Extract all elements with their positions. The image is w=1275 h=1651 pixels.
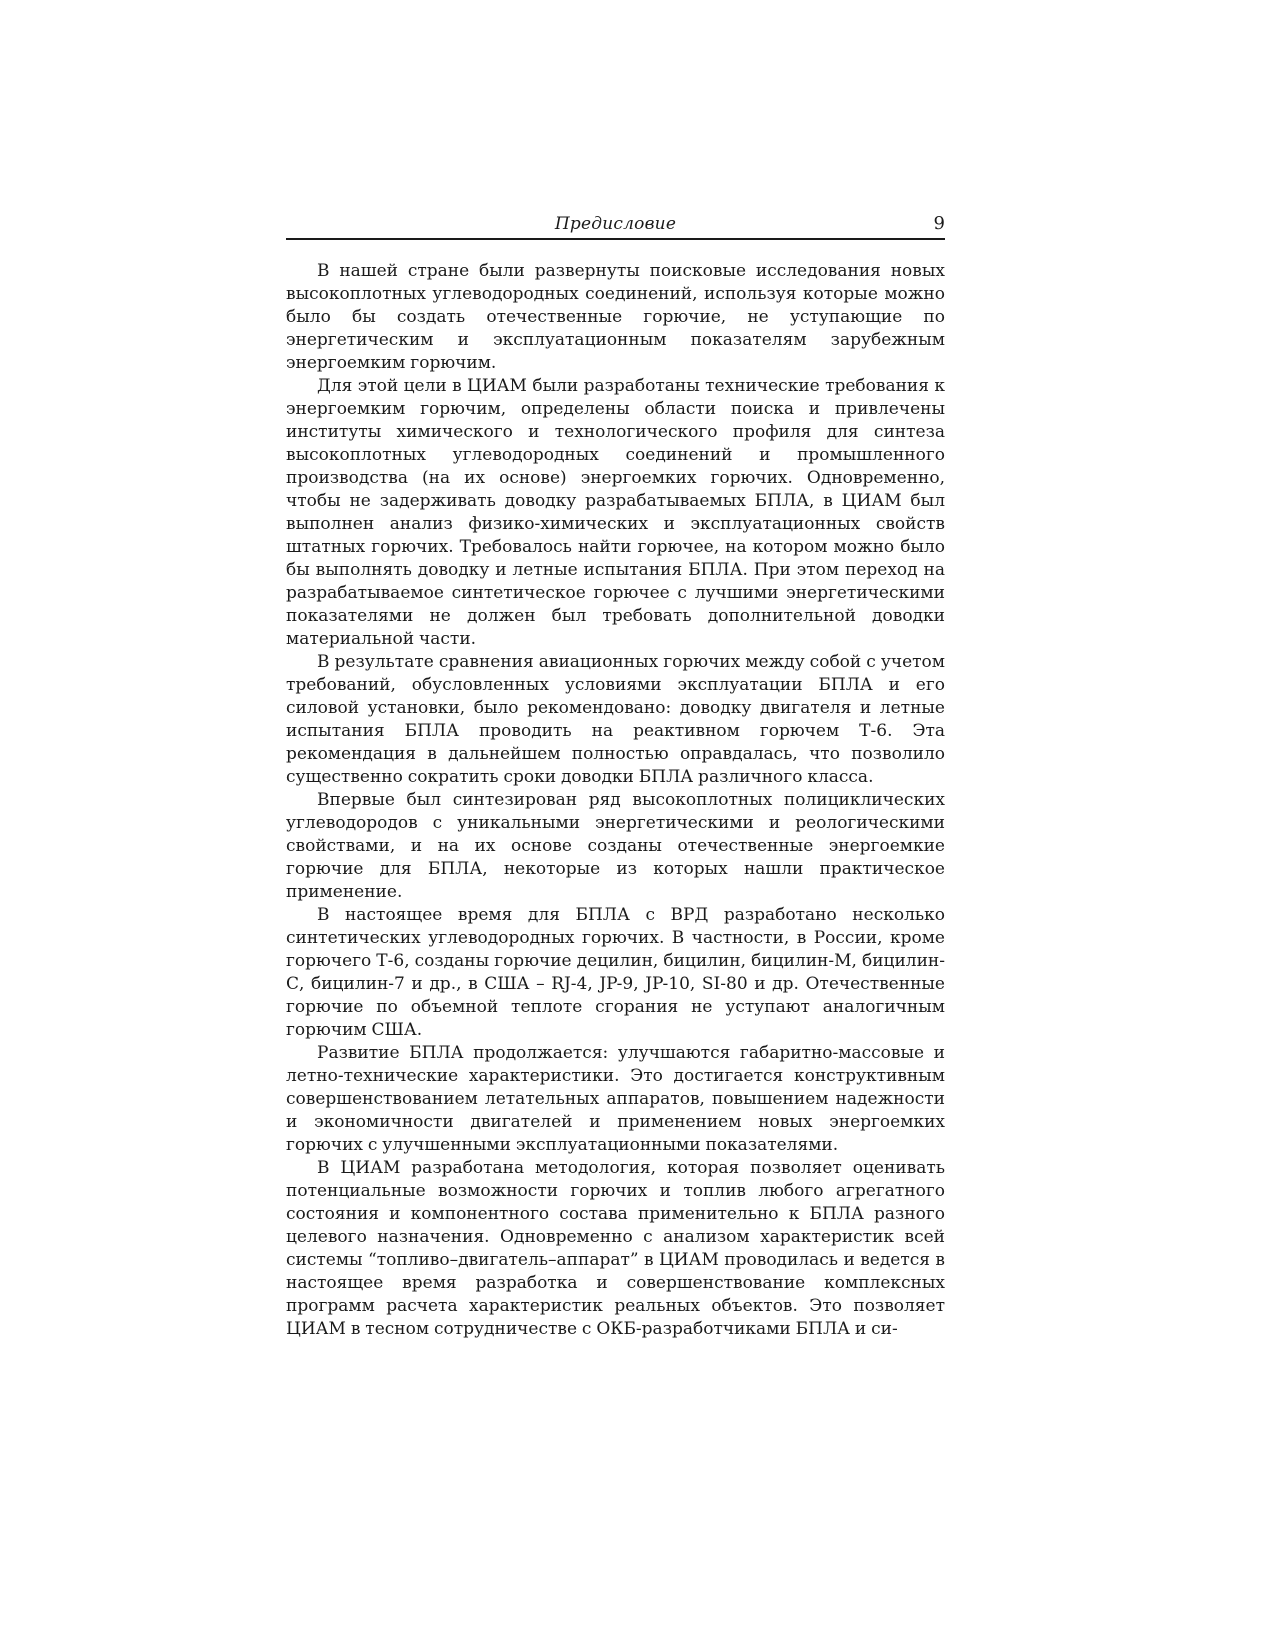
paragraph: В ЦИАМ разработана методология, которая позволяет оценивать потенциальные возможности горючих и топлив любого агрегатного состояния и компонентного состава применительно к БПЛА разного целевого назначения. Одновременно с анализом характеристик всей системы “топливо–двигатель–аппарат” в ЦИАМ проводилась и ведется в настоящее время разработка и совершенствование комплексных программ расчета характеристик реальных объектов. Это позволяет ЦИАМ в тесном сотрудничестве с ОКБ-разработчиками БПЛА и си- bbox=[286, 1158, 945, 1339]
paragraph: В результате сравнения авиационных горючих между собой с учетом требований, обусловленных условиями эксплуатации БПЛА и его силовой установки, было рекомендовано: доводку двигателя и летные испытания БПЛА проводить на реактивном горючем Т-6. Эта рекомендация в дальнейшем полностью оправдалась, что позволило существенно сократить сроки доводки БПЛА различного класса. bbox=[286, 652, 945, 787]
running-title: Предисловие bbox=[554, 214, 677, 234]
paragraph: Развитие БПЛА продолжается: улучшаются габаритно-массовые и летно-технические характеристики. Это достигается конструктивным совершенствованием летательных аппаратов, повышением надежности и экономичности двигателей и применением новых энергоемких горючих с улучшенными эксплуатационными показателями. bbox=[286, 1043, 945, 1155]
paragraph: Впервые был синтезирован ряд высокоплотных полициклических углеводородов с уникальными энергетическими и реологическими свойствами, и на их основе созданы отечественные энергоемкие горючие для БПЛА, некоторые из которых нашли практическое применение. bbox=[286, 790, 945, 902]
book-page bbox=[286, 212, 945, 1341]
paragraph: Для этой цели в ЦИАМ были разработаны технические требования к энергоемким горючим, определены области поиска и привлечены институты химического и технологического профиля для синтеза высокоплотных углеводородных соединений и промышленного производства (на их основе) энергоемких горючих. Одновременно, чтобы не задерживать доводку разрабатываемых БПЛА, в ЦИАМ был выполнен анализ физико-химических и эксплуатационных свойств штатных горючих. Требовалось найти горючее, на котором можно было бы выполнять доводку и летные испытания БПЛА. При этом переход на разрабатываемое синтетическое горючее с лучшими энергетическими показателями не должен был требовать дополнительной доводки материальной части. bbox=[286, 376, 945, 649]
paragraph: В нашей стране были развернуты поисковые исследования новых высокоплотных углеводородных соединений, используя которые можно было бы создать отечественные горючие, не уступающие по энергетическим и эксплуатационным показателям зарубежным энергоемким горючим. bbox=[286, 261, 945, 373]
paragraph: В настоящее время для БПЛА с ВРД разработано несколько синтетических углеводородных горючих. В частности, в России, кроме горючего Т-6, созданы горючие децилин, бицилин, бицилин-М, бицилин-С, бицилин-7 и др., в США – RJ-4, JP-9, JP-10, SI-80 и др. Отечественные горючие по объемной теплоте сгорания не уступают аналогичным горючим США. bbox=[286, 905, 945, 1040]
running-header bbox=[286, 212, 945, 240]
page-number: 9 bbox=[933, 213, 945, 234]
body-text bbox=[286, 260, 945, 1341]
